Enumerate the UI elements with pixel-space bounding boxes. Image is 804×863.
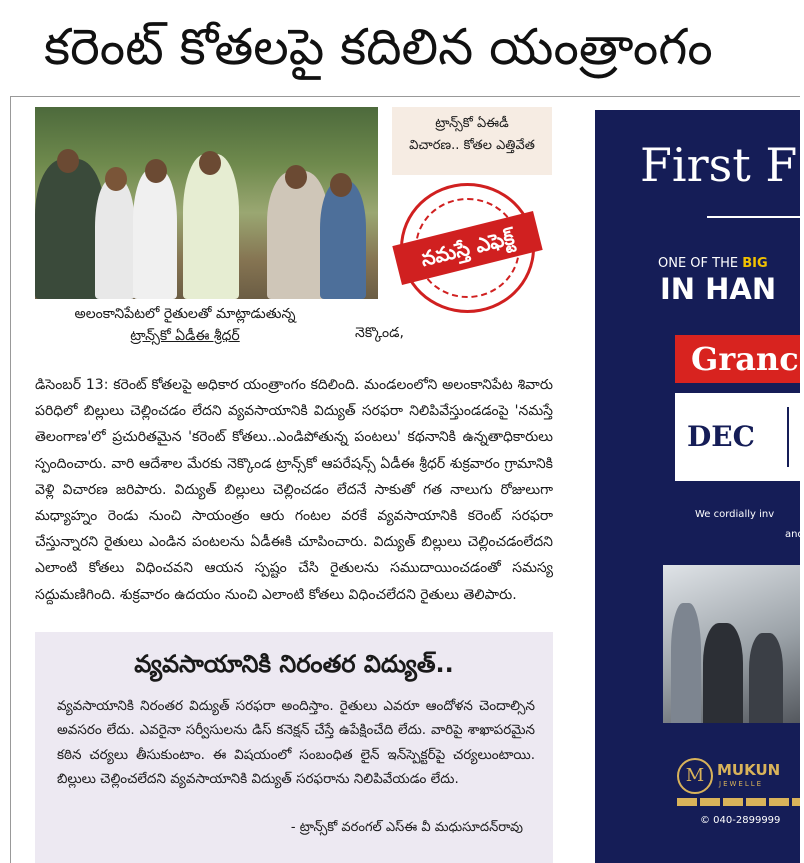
caption-line: ట్రాన్స్‌కో ఏడీఈ శ్రీధర్ — [130, 328, 240, 344]
top-divider — [10, 96, 800, 97]
ad-title: First F — [640, 138, 798, 192]
ad-subtitle-bold: BIG — [742, 256, 768, 271]
namasthe-effect-stamp — [400, 183, 535, 313]
ad-subtitle — [658, 256, 768, 271]
stamp-label: నమస్తే ఎఫెక్ట్ — [392, 211, 542, 285]
dateline-place: నెక్కొండ, — [355, 325, 404, 341]
quote-title: వ్యవసాయానికి నిరంతర విద్యుత్.. — [134, 650, 454, 678]
ad-phone: © 040-2899999 — [700, 815, 781, 826]
quote-text: వ్యవసాయానికి నిరంతర విద్యుత్ సరఫరా అందిస్తాం. రైతులు ఎవరూ ఆందోళన చెందాల్సిన అవసరం లేదు. ఎవరైనా సర్వీసులను డిస్ కనెక్షన్ చేస్తే ఉపేక్షించేది లేదు. వారిపై శాఖాపరమైన కఠిన చర్యలు తీసుకుంటాం. ఈ విషయంలో సంబంధిత లైన్ ఇన్‌స్పెక్టర్‌పై చర్యలుంటాయి. బిల్లులు చెల్లించలేదని వ్యవసాయానికి విద్యుత్ సరఫరాను నిలిపివేయడం లేదు. — [57, 698, 535, 787]
side-summary-line: విచారణ.. కోతల ఎత్తివేత — [409, 138, 535, 153]
side-summary-box — [392, 107, 552, 175]
ad-invite-line: We cordially inv — [695, 509, 775, 520]
ad-photo — [663, 565, 800, 723]
ad-invite — [695, 505, 804, 545]
side-summary-line: ట్రాన్స్‌కో ఏఈడీ — [435, 116, 509, 131]
ad-invite-line: and — [785, 529, 804, 540]
headline: కరెంట్ కోతలపై కదిలిన యంత్రాంగం — [44, 18, 713, 76]
advertisement[interactable] — [595, 110, 804, 863]
ad-date-box — [675, 393, 800, 481]
quote-signature: - ట్రాన్స్‌కో వరంగల్ ఎస్ఈ వీ మధుసూదన్‌రావు — [290, 820, 523, 835]
article-body: డిసెంబర్ 13: కరెంట్ కోతలపై అధికార యంత్రాంగం కదిలింది. మండలంలోని అలంకానిపేట శివారు పరిధిలో బిల్లులు చెల్లించడం లేదని వ్యవసాయానికి విద్యుత్ సరఫరా నిలిపివేస్తుండడంపై 'నమస్తే తెలంగాణ'లో ప్రచురితమైన 'కరెంట్ కోతలు..ఎండిపోతున్న పంటలు' కథనానికి ఉన్నతాధికారులు స్పందించారు. వారి ఆదేశాల మేరకు నెక్కొండ ట్రాన్స్‌కో ఆపరేషన్స్ ఏడీఈ శ్రీధర్ శుక్రవారం గ్రామానికి వెళ్లి విచారణ జరిపారు. విద్యుత్ బిల్లులు చెల్లించడం లేదనే సాకుతో గత నాలుగు రోజులుగా మధ్యాహ్నం రెండు నుంచి సాయంత్రం ఆరు గంటల వరకే వ్యవసాయానికి కరెంట్ సరఫరా చేస్తున్నారని రైతులు ఎండిన పంటలను ఏడీఈకి చూపించారు. విద్యుత్ బిల్లులు చెల్లించడంలేదని ఎలాంటి కోతలు విధించవని ఆయన స్పష్టం చేసి రైతులను సముదాయించడంతో సమస్య సద్దుమణిగింది. శుక్రవారం ఉదయం నుంచి ఎలాంటి కోతలు విధించలేదని రైతులు తెలిపారు. — [35, 377, 553, 603]
ad-date-divider — [787, 407, 789, 467]
left-divider — [10, 97, 11, 863]
ad-brand: MUKUN — [717, 761, 781, 779]
dateline — [345, 320, 555, 346]
news-photo — [35, 107, 378, 299]
ad-banner — [675, 335, 800, 383]
ad-divider — [707, 216, 800, 218]
ad-strip — [677, 798, 800, 806]
ad-subtitle-prefix: ONE OF THE — [658, 256, 743, 271]
quote-box — [35, 632, 553, 863]
jeweller-logo-icon: M — [677, 758, 713, 794]
ad-month: DEC — [687, 420, 755, 453]
photo-caption — [35, 303, 335, 347]
ad-brand-sub: JEWELLE — [719, 780, 764, 788]
ad-banner-text: Granc — [691, 340, 799, 378]
ad-location: IN HAN — [660, 272, 777, 306]
caption-line: అలంకానిపేటలో రైతులతో మాట్లాడుతున్న — [74, 306, 296, 322]
